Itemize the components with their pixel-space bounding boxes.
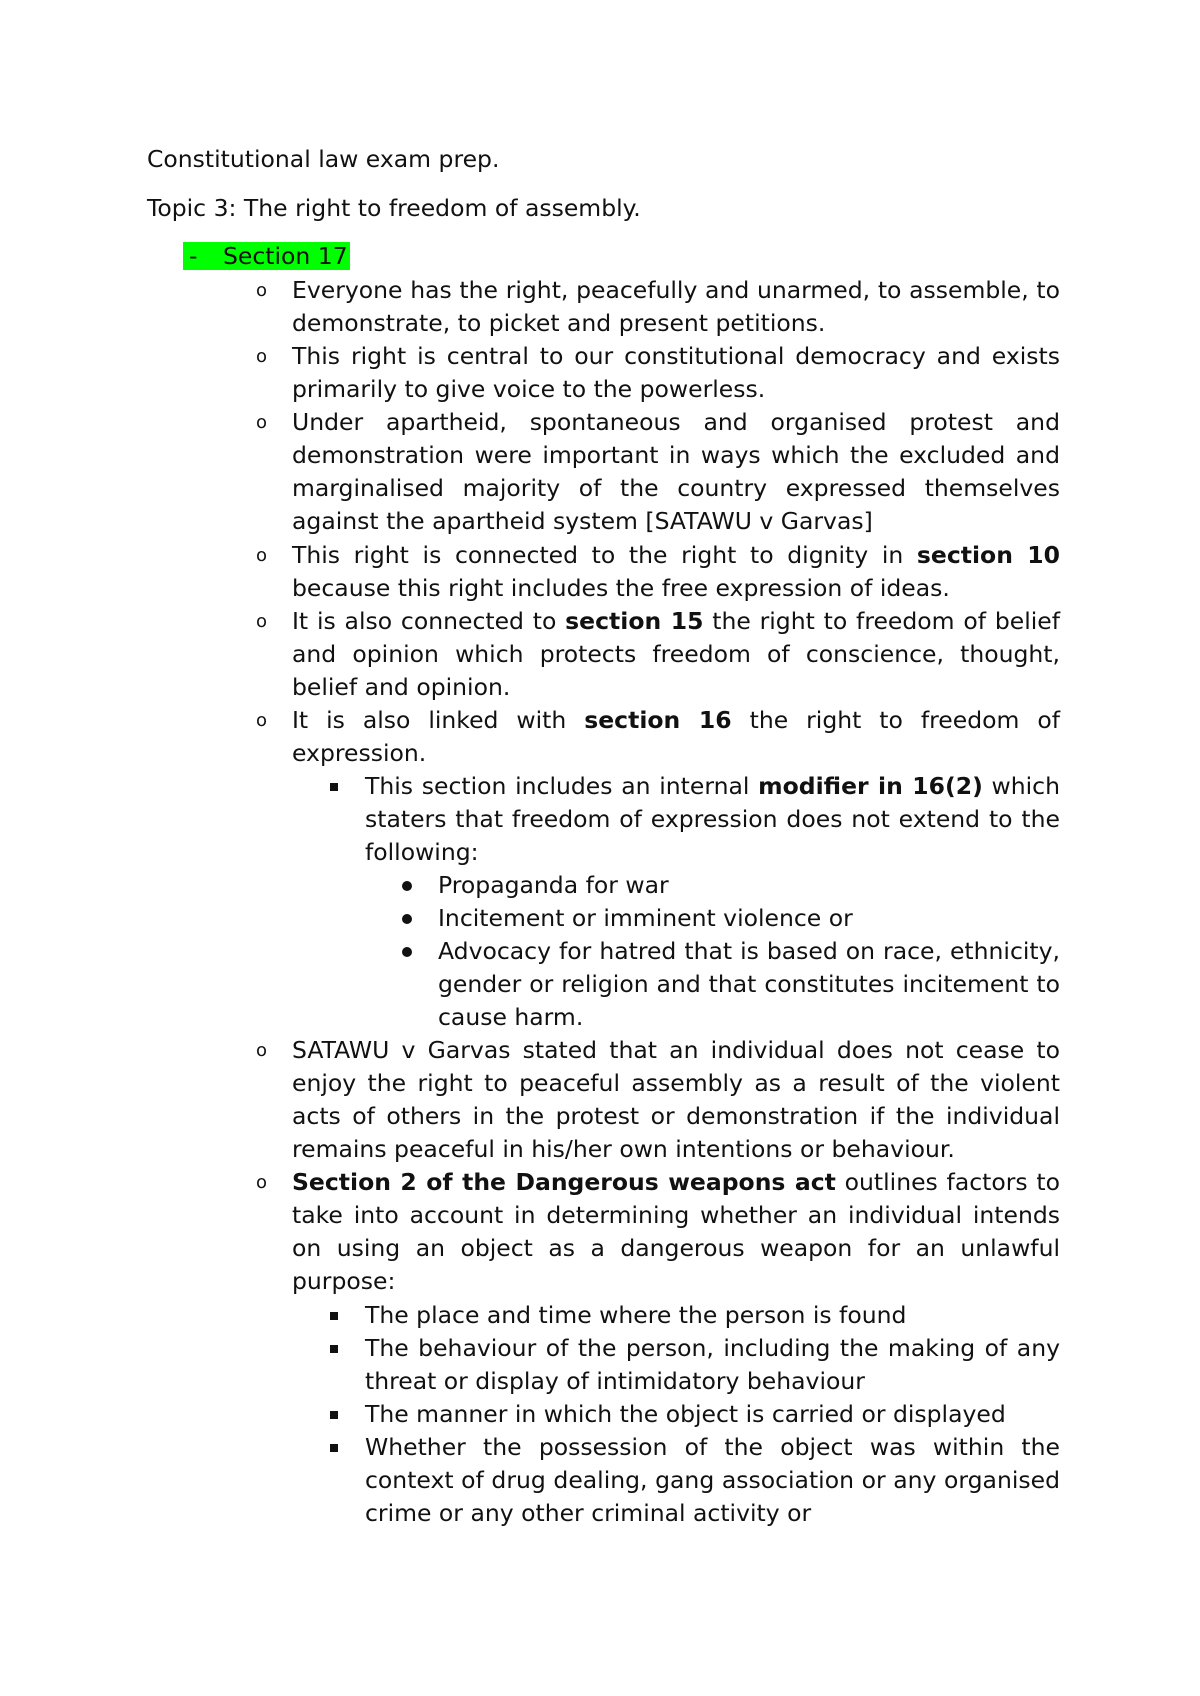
dot-bullet-icon xyxy=(402,881,412,891)
section-17-label: Section 17 xyxy=(223,242,348,270)
list-item: SATAWU v Garvas stated that an individual does not cease to enjoy the right to peaceful assembly as a result of the violent acts of others in the protest or demonstration if the individual remains peaceful in his/her own intentions or behaviour. xyxy=(292,1036,1060,1163)
square-bullet-icon xyxy=(330,1345,338,1353)
circle-bullet-icon: o xyxy=(256,545,268,566)
square-bullet-icon xyxy=(330,1444,338,1452)
circle-bullet-icon: o xyxy=(256,280,268,301)
list-item: Everyone has the right, peacefully and unarmed, to assemble, to demonstrate, to picket and present petitions. xyxy=(292,276,1060,337)
list-item: Under apartheid, spontaneous and organised protest and demonstration were important in ways which the excluded and marginalised majority of the country expressed themselves against the apartheid system [SATAWU v Garvas] xyxy=(292,408,1060,535)
dot-bullet-icon xyxy=(402,914,412,924)
list-item: This right is connected to the right to dignity in section 10 because this right includes the free expression of ideas. xyxy=(292,541,1060,602)
section-17-heading xyxy=(183,242,350,270)
bold-reference: section 15 xyxy=(565,607,704,635)
sub-list-item: This section includes an internal modifier in 16(2) which staters that freedom of expression does not extend to the following: xyxy=(365,772,1060,866)
document-title: Constitutional law exam prep. xyxy=(147,145,500,173)
dot-bullet-icon xyxy=(402,947,412,957)
square-bullet-icon xyxy=(330,783,338,791)
sub-list-item: The behaviour of the person, including the making of any threat or display of intimidatory behaviour xyxy=(365,1334,1060,1395)
circle-bullet-icon: o xyxy=(256,710,268,731)
bold-reference: section 10 xyxy=(916,541,1060,569)
bullet-item: Advocacy for hatred that is based on race, ethnicity, gender or religion and that constitutes incitement to cause harm. xyxy=(438,937,1060,1031)
sub-list-item: The manner in which the object is carried or displayed xyxy=(365,1400,1006,1428)
bold-reference: Section 2 of the Dangerous weapons act xyxy=(292,1168,836,1196)
square-bullet-icon xyxy=(330,1411,338,1419)
circle-bullet-icon: o xyxy=(256,346,268,367)
sub-list-item: The place and time where the person is found xyxy=(365,1301,907,1329)
list-item: It is also connected to section 15 the right to freedom of belief and opinion which protects freedom of conscience, thought, belief and opinion. xyxy=(292,607,1060,701)
bullet-item: Incitement or imminent violence or xyxy=(438,904,853,932)
square-bullet-icon xyxy=(330,1312,338,1320)
bold-reference: section 16 xyxy=(584,706,732,734)
dash-bullet: - xyxy=(189,242,198,270)
list-item: Section 2 of the Dangerous weapons act outlines factors to take into account in determining whether an individual intends on using an object as a dangerous weapon for an unlawful purpose: xyxy=(292,1168,1060,1295)
circle-bullet-icon: o xyxy=(256,412,268,433)
circle-bullet-icon: o xyxy=(256,1040,268,1061)
bold-reference: modifier in 16(2) xyxy=(758,772,983,800)
list-item: It is also linked with section 16 the right to freedom of expression. xyxy=(292,706,1060,767)
circle-bullet-icon: o xyxy=(256,1172,268,1193)
list-item: This right is central to our constitutional democracy and exists primarily to give voice to the powerless. xyxy=(292,342,1060,403)
circle-bullet-icon: o xyxy=(256,611,268,632)
sub-list-item: Whether the possession of the object was within the context of drug dealing, gang association or any organised crime or any other criminal activity or xyxy=(365,1433,1060,1527)
bullet-item: Propaganda for war xyxy=(438,871,669,899)
topic-heading: Topic 3: The right to freedom of assembly. xyxy=(147,194,641,222)
